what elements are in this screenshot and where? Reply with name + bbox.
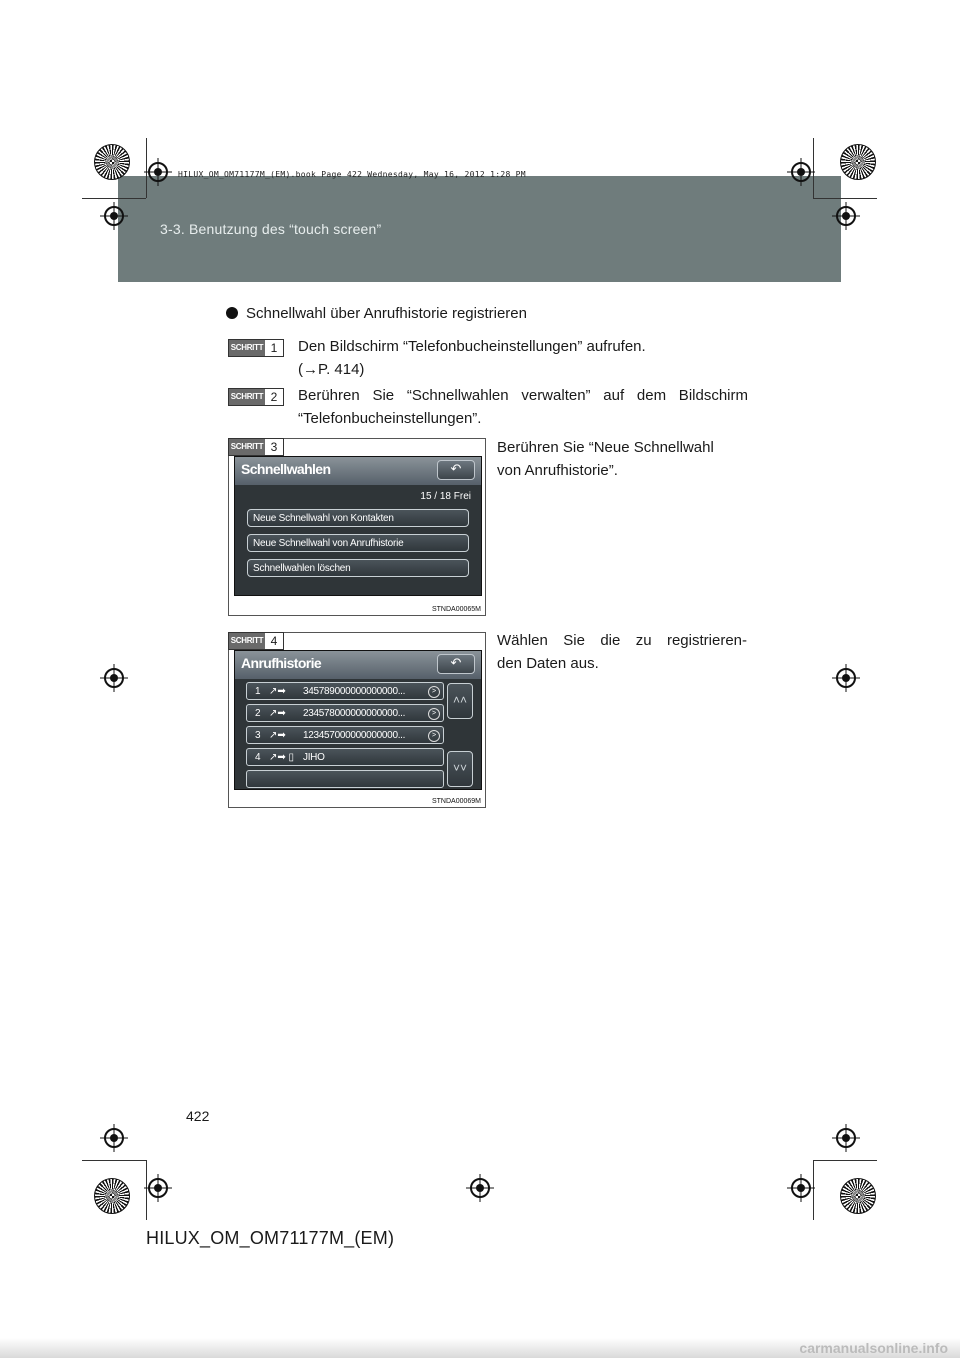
watermark-bar xyxy=(0,1338,960,1358)
new-speed-dial-from-contacts-button[interactable]: Neue Schnellwahl von Kontakten xyxy=(247,509,469,527)
registration-mark-icon xyxy=(100,664,128,692)
call-history-row[interactable] xyxy=(246,704,444,722)
step-label: SCHRITT xyxy=(229,389,265,405)
step-2-text xyxy=(298,384,748,430)
color-rosette-icon xyxy=(840,1178,876,1214)
screen-schnellwahlen xyxy=(234,456,482,596)
registration-mark-icon xyxy=(832,1124,860,1152)
figure-anrufhistorie xyxy=(228,632,486,808)
registration-mark-icon xyxy=(144,1174,172,1202)
row-index: 2 xyxy=(255,708,261,719)
document-code-footer: HILUX_OM_OM71177M_(EM) xyxy=(146,1228,395,1248)
new-speed-dial-from-call-history-button[interactable]: Neue Schnellwahl von Anrufhistorie xyxy=(247,534,469,552)
row-index: 1 xyxy=(255,686,261,697)
figure-schnellwahlen xyxy=(228,438,486,616)
figure-code: STNDA00065M xyxy=(431,606,481,613)
call-history-row[interactable] xyxy=(246,726,444,744)
registration-mark-icon xyxy=(787,1174,815,1202)
screen-title: Anrufhistorie xyxy=(241,655,322,671)
scroll-down-button[interactable]: ˅˅ xyxy=(447,751,473,787)
crop-mark xyxy=(813,198,877,199)
outgoing-mobile-call-icon: ↗➡ ▯ xyxy=(269,752,295,763)
step-1-line-1: Den Bildschirm “Telefonbucheinstellungen” aufrufen. xyxy=(298,338,646,355)
crop-mark xyxy=(82,1160,146,1161)
delete-speed-dials-button[interactable]: Schnellwahlen löschen xyxy=(247,559,469,577)
call-history-row[interactable] xyxy=(246,682,444,700)
step-label: SCHRITT xyxy=(229,633,265,649)
step-badge-3 xyxy=(228,438,284,456)
registration-mark-icon xyxy=(144,158,172,186)
registration-mark-icon xyxy=(832,664,860,692)
watermark-text: carmanualsonline.info xyxy=(799,1340,948,1356)
step-4-text xyxy=(497,629,747,675)
step-1-line-2: (→P. 414) xyxy=(298,361,365,378)
step-4-line-2: den Daten aus. xyxy=(497,655,599,672)
step-badge-2 xyxy=(228,388,284,406)
step-2-line-2: “Telefonbucheinstellungen”. xyxy=(298,410,482,427)
scroll-up-button[interactable]: ˄˄ xyxy=(447,683,473,719)
bullet-heading xyxy=(226,305,527,322)
row-number: 345789000000000000... xyxy=(303,686,406,697)
step-4-line-1: Wählen Sie die zu registrieren- xyxy=(497,632,747,649)
step-badge-1 xyxy=(228,339,284,357)
step-label: SCHRITT xyxy=(229,439,265,455)
row-number: 234578000000000000... xyxy=(303,708,406,719)
bullet-icon xyxy=(226,307,238,319)
registration-mark-icon xyxy=(787,158,815,186)
step-3-line-1: Berühren Sie “Neue Schnellwahl xyxy=(497,439,714,456)
step-3-line-2: von Anrufhistorie”. xyxy=(497,462,618,479)
step-number: 4 xyxy=(270,634,278,648)
crop-mark xyxy=(82,198,146,199)
page-number: 422 xyxy=(186,1108,210,1124)
step-2-line-1: Berühren Sie “Schnellwahlen verwalten” auf dem Bildschirm xyxy=(298,387,748,404)
step-3-text xyxy=(497,436,747,482)
call-history-row-empty xyxy=(246,770,444,788)
row-number: 123457000000000000... xyxy=(303,730,406,741)
step-label: SCHRITT xyxy=(229,340,265,356)
back-button[interactable]: ↶ xyxy=(437,654,475,674)
screen-anrufhistorie xyxy=(234,650,482,790)
registration-mark-icon xyxy=(100,202,128,230)
row-index: 3 xyxy=(255,730,261,741)
registration-mark-icon xyxy=(832,202,860,230)
figure-code: STNDA00069M xyxy=(431,798,481,805)
row-index: 4 xyxy=(255,752,261,763)
details-icon[interactable]: > xyxy=(428,708,440,720)
crop-mark xyxy=(813,1160,877,1161)
call-history-row[interactable] xyxy=(246,748,444,766)
step-number: 3 xyxy=(270,440,278,454)
color-rosette-icon xyxy=(94,1178,130,1214)
color-rosette-icon xyxy=(840,144,876,180)
registration-mark-icon xyxy=(100,1124,128,1152)
section-title: 3-3. Benutzung des “touch screen” xyxy=(160,221,382,237)
step-1-text xyxy=(298,335,748,381)
row-name: JIHO xyxy=(303,752,325,763)
free-counter: 15 / 18 Frei xyxy=(420,491,471,502)
color-rosette-icon xyxy=(94,144,130,180)
bullet-heading-text: Schnellwahl über Anrufhistorie registrieren xyxy=(246,305,527,322)
outgoing-call-icon: ↗➡ xyxy=(269,686,286,697)
print-slug: HILUX_OM_OM71177M_(EM).book Page 422 Wednesday, May 16, 2012 1:28 PM xyxy=(178,170,526,179)
details-icon[interactable]: > xyxy=(428,686,440,698)
step-number: 1 xyxy=(270,341,278,355)
step-badge-4 xyxy=(228,632,284,650)
registration-mark-icon xyxy=(466,1174,494,1202)
back-button[interactable]: ↶ xyxy=(437,460,475,480)
screen-title: Schnellwahlen xyxy=(241,461,331,477)
step-number: 2 xyxy=(270,390,278,404)
outgoing-call-icon: ↗➡ xyxy=(269,730,286,741)
details-icon[interactable]: > xyxy=(428,730,440,742)
outgoing-call-icon: ↗➡ xyxy=(269,708,286,719)
